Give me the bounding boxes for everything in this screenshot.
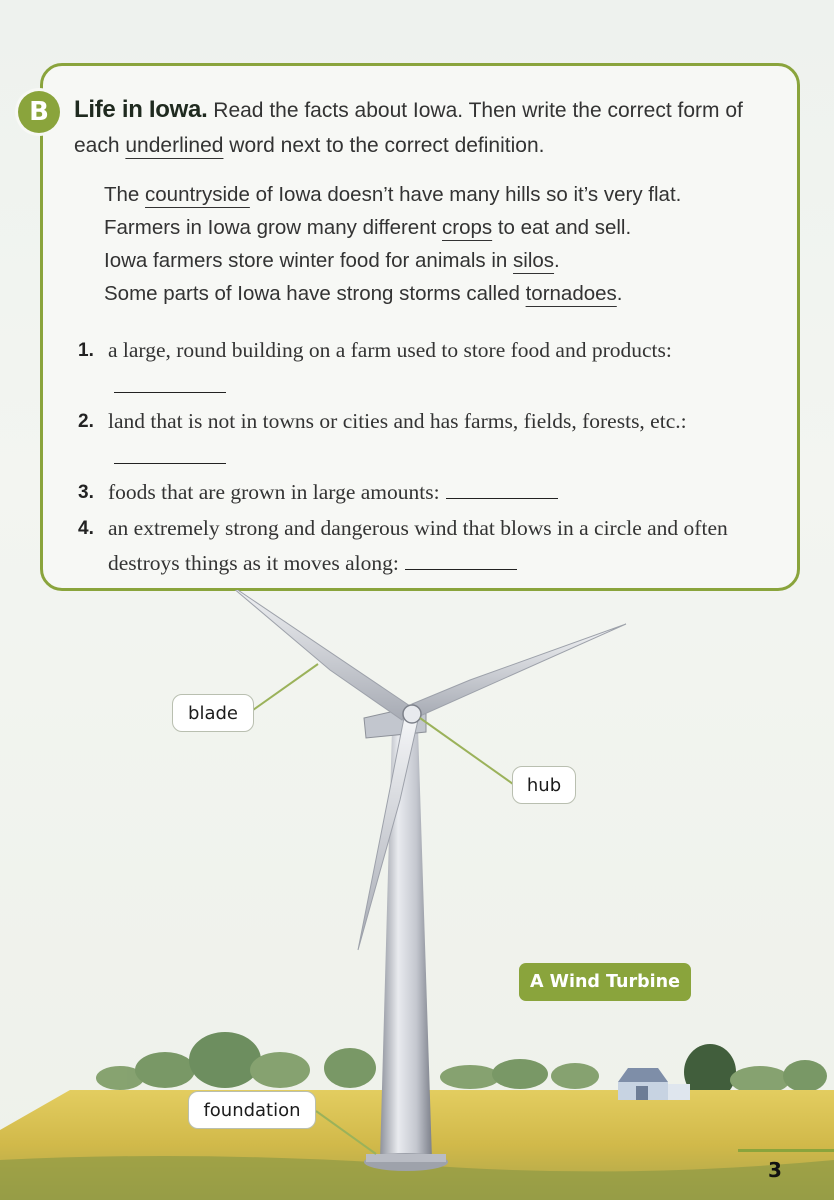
question-text: a large, round building on a farm used to store food and products: [108,338,672,362]
activity-title: Life in Iowa. [74,96,208,123]
fact-line [104,211,794,244]
fact-text: Iowa farmers store winter food for animals in [104,249,514,272]
hub-leader-line [420,718,513,784]
question-text: an extremely strong and dangerous wind that blows in a circle and often destroys things as it moves along: [108,515,728,575]
answer-blank[interactable] [114,443,226,464]
blade-right [412,624,626,716]
fact-text: The [104,183,146,206]
definition-questions [78,333,768,582]
treeline [96,1032,827,1100]
page-number-rule [738,1149,834,1152]
question-item [78,475,768,511]
fact-line [104,244,794,277]
question-number: 3. [78,482,94,503]
fact-text: Some parts of Iowa have strong storms called [104,282,526,305]
fact-line [104,277,794,310]
answer-blank[interactable] [446,478,558,499]
fact-text: of Iowa doesn’t have many hills so it’s very flat. [249,183,682,206]
answer-blank[interactable] [405,549,517,570]
question-item [78,404,768,475]
instruction-text: Read the facts about Iowa. Then write the correct form of each [74,99,743,157]
fact-underlined-word: countryside [145,183,250,206]
fact-text: . [554,249,560,272]
facts-paragraph [104,178,794,310]
blade-leader-line [253,664,318,710]
barn [618,1068,690,1100]
fact-underlined-word: crops [442,216,493,239]
question-number: 1. [78,340,94,361]
fact-underlined-word: tornadoes [525,282,617,305]
fact-text: Farmers in Iowa grow many different [104,216,442,239]
foundation-label: foundation [188,1091,316,1129]
question-text: foods that are grown in large amounts: [108,480,440,504]
fact-text: to eat and sell. [492,216,632,239]
instruction-underlined-word: underlined [125,134,224,157]
answer-blank[interactable] [114,372,226,393]
fact-text: . [616,282,623,305]
fact-line [104,178,794,211]
blade-label: blade [172,694,254,732]
turbine-tower [380,728,432,1160]
fact-underlined-word: silos [513,249,555,272]
question-number: 4. [78,517,94,539]
activity-instructions [74,92,774,163]
instruction-text-end: word next to the correct definition. [223,134,545,157]
activity-letter-badge: B [18,91,60,133]
question-number: 2. [78,411,94,432]
page-number: 3 [768,1158,782,1182]
question-item [78,333,768,404]
hub-label: hub [512,766,576,804]
wind-turbine-illustration [0,590,834,1200]
question-item [78,511,768,582]
question-text: land that is not in towns or cities and has farms, fields, forests, etc.: [108,409,687,433]
turbine-hub [403,705,421,723]
diagram-caption: A Wind Turbine [519,963,691,1001]
